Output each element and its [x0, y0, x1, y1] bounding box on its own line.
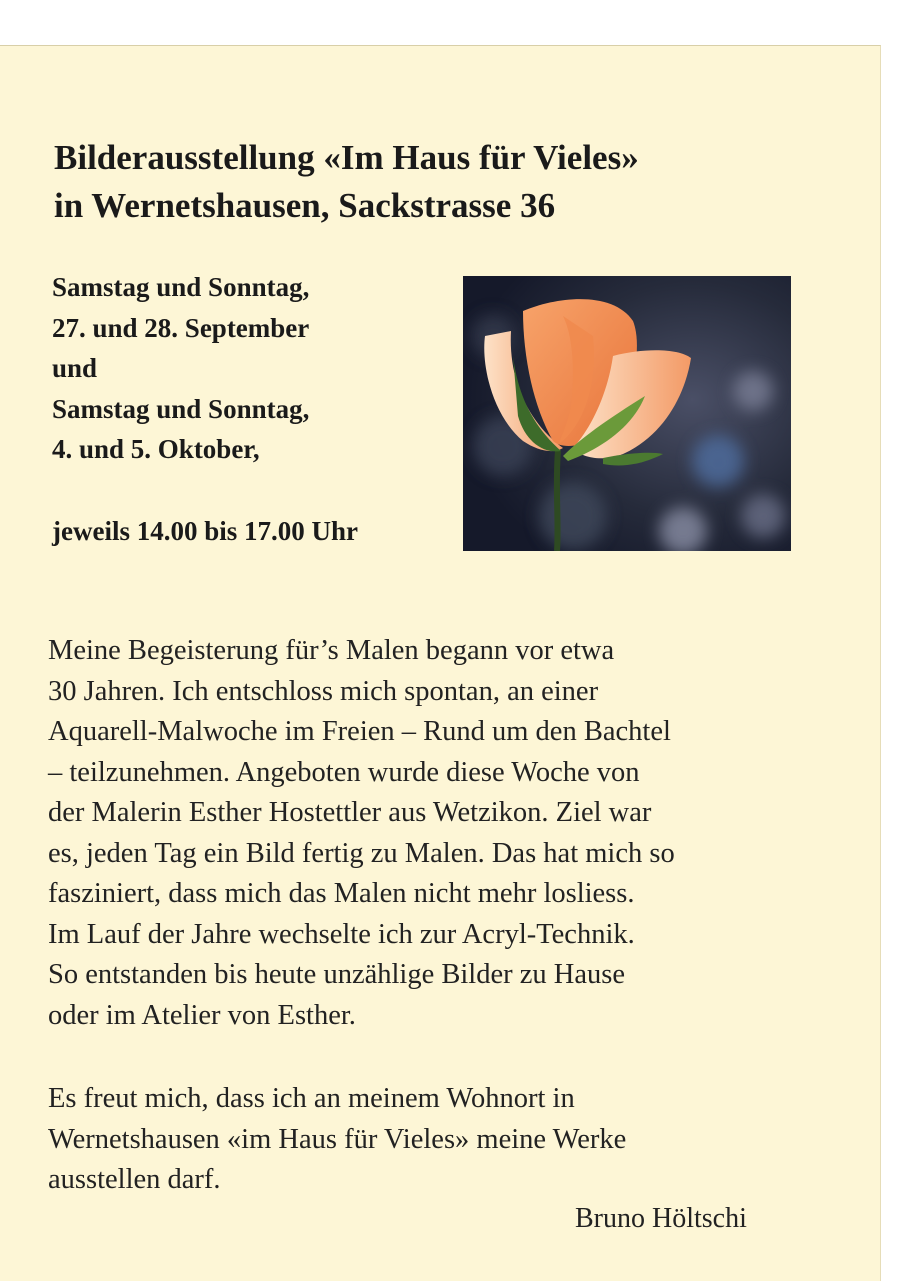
signature: Bruno Höltschi: [575, 1203, 747, 1234]
text-line: Aquarell-Malwoche im Freien – Rund um den Bachtel: [48, 716, 671, 747]
date-line: 27. und 28. September: [52, 312, 310, 343]
flyer-card: [0, 45, 881, 1281]
text-line: 30 Jahren. Ich entschloss mich spontan, an einer: [48, 675, 599, 707]
rose-painting: [463, 276, 791, 551]
text-line: der Malerin Esther Hostettler aus Wetzikon. Ziel war: [48, 797, 652, 828]
paragraph-invitation: [48, 1079, 626, 1201]
exhibition-dates: [52, 267, 309, 470]
title-line-2: in Wernetshausen, Sackstrasse 36: [54, 186, 556, 225]
text-line: Es freut mich, dass ich an meinem Wohnort in: [48, 1083, 575, 1114]
title-line-1: Bilderausstellung «Im Haus für Vieles»: [54, 138, 639, 177]
date-line: 4. und 5. Oktober,: [52, 434, 260, 464]
orange-rose-painting-icon: [463, 276, 791, 551]
date-line: Samstag und Sonntag,: [52, 272, 310, 302]
text-line: fasziniert, dass mich das Malen nicht mehr losliess.: [48, 878, 635, 909]
text-line: – teilzunehmen. Angeboten wurde diese Woche von: [48, 756, 640, 788]
paragraph-biography: [48, 631, 675, 1036]
text-line: ausstellen darf.: [48, 1164, 221, 1195]
text-line: So entstanden bis heute unzählige Bilder zu Hause: [48, 959, 625, 990]
exhibition-title: [54, 134, 639, 230]
text-line: Wernetshausen «im Haus für Vieles» meine Werke: [48, 1123, 627, 1155]
text-line: oder im Atelier von Esther.: [48, 999, 356, 1031]
text-line: es, jeden Tag ein Bild fertig zu Malen. Das hat mich so: [48, 837, 675, 869]
text-line: Im Lauf der Jahre wechselte ich zur Acryl-Technik.: [48, 918, 635, 950]
date-line: Samstag und Sonntag,: [52, 393, 310, 424]
text-line: Meine Begeisterung für’s Malen begann vor etwa: [48, 635, 615, 666]
date-line: und: [52, 353, 98, 383]
opening-hours: jeweils 14.00 bis 17.00 Uhr: [52, 516, 358, 546]
